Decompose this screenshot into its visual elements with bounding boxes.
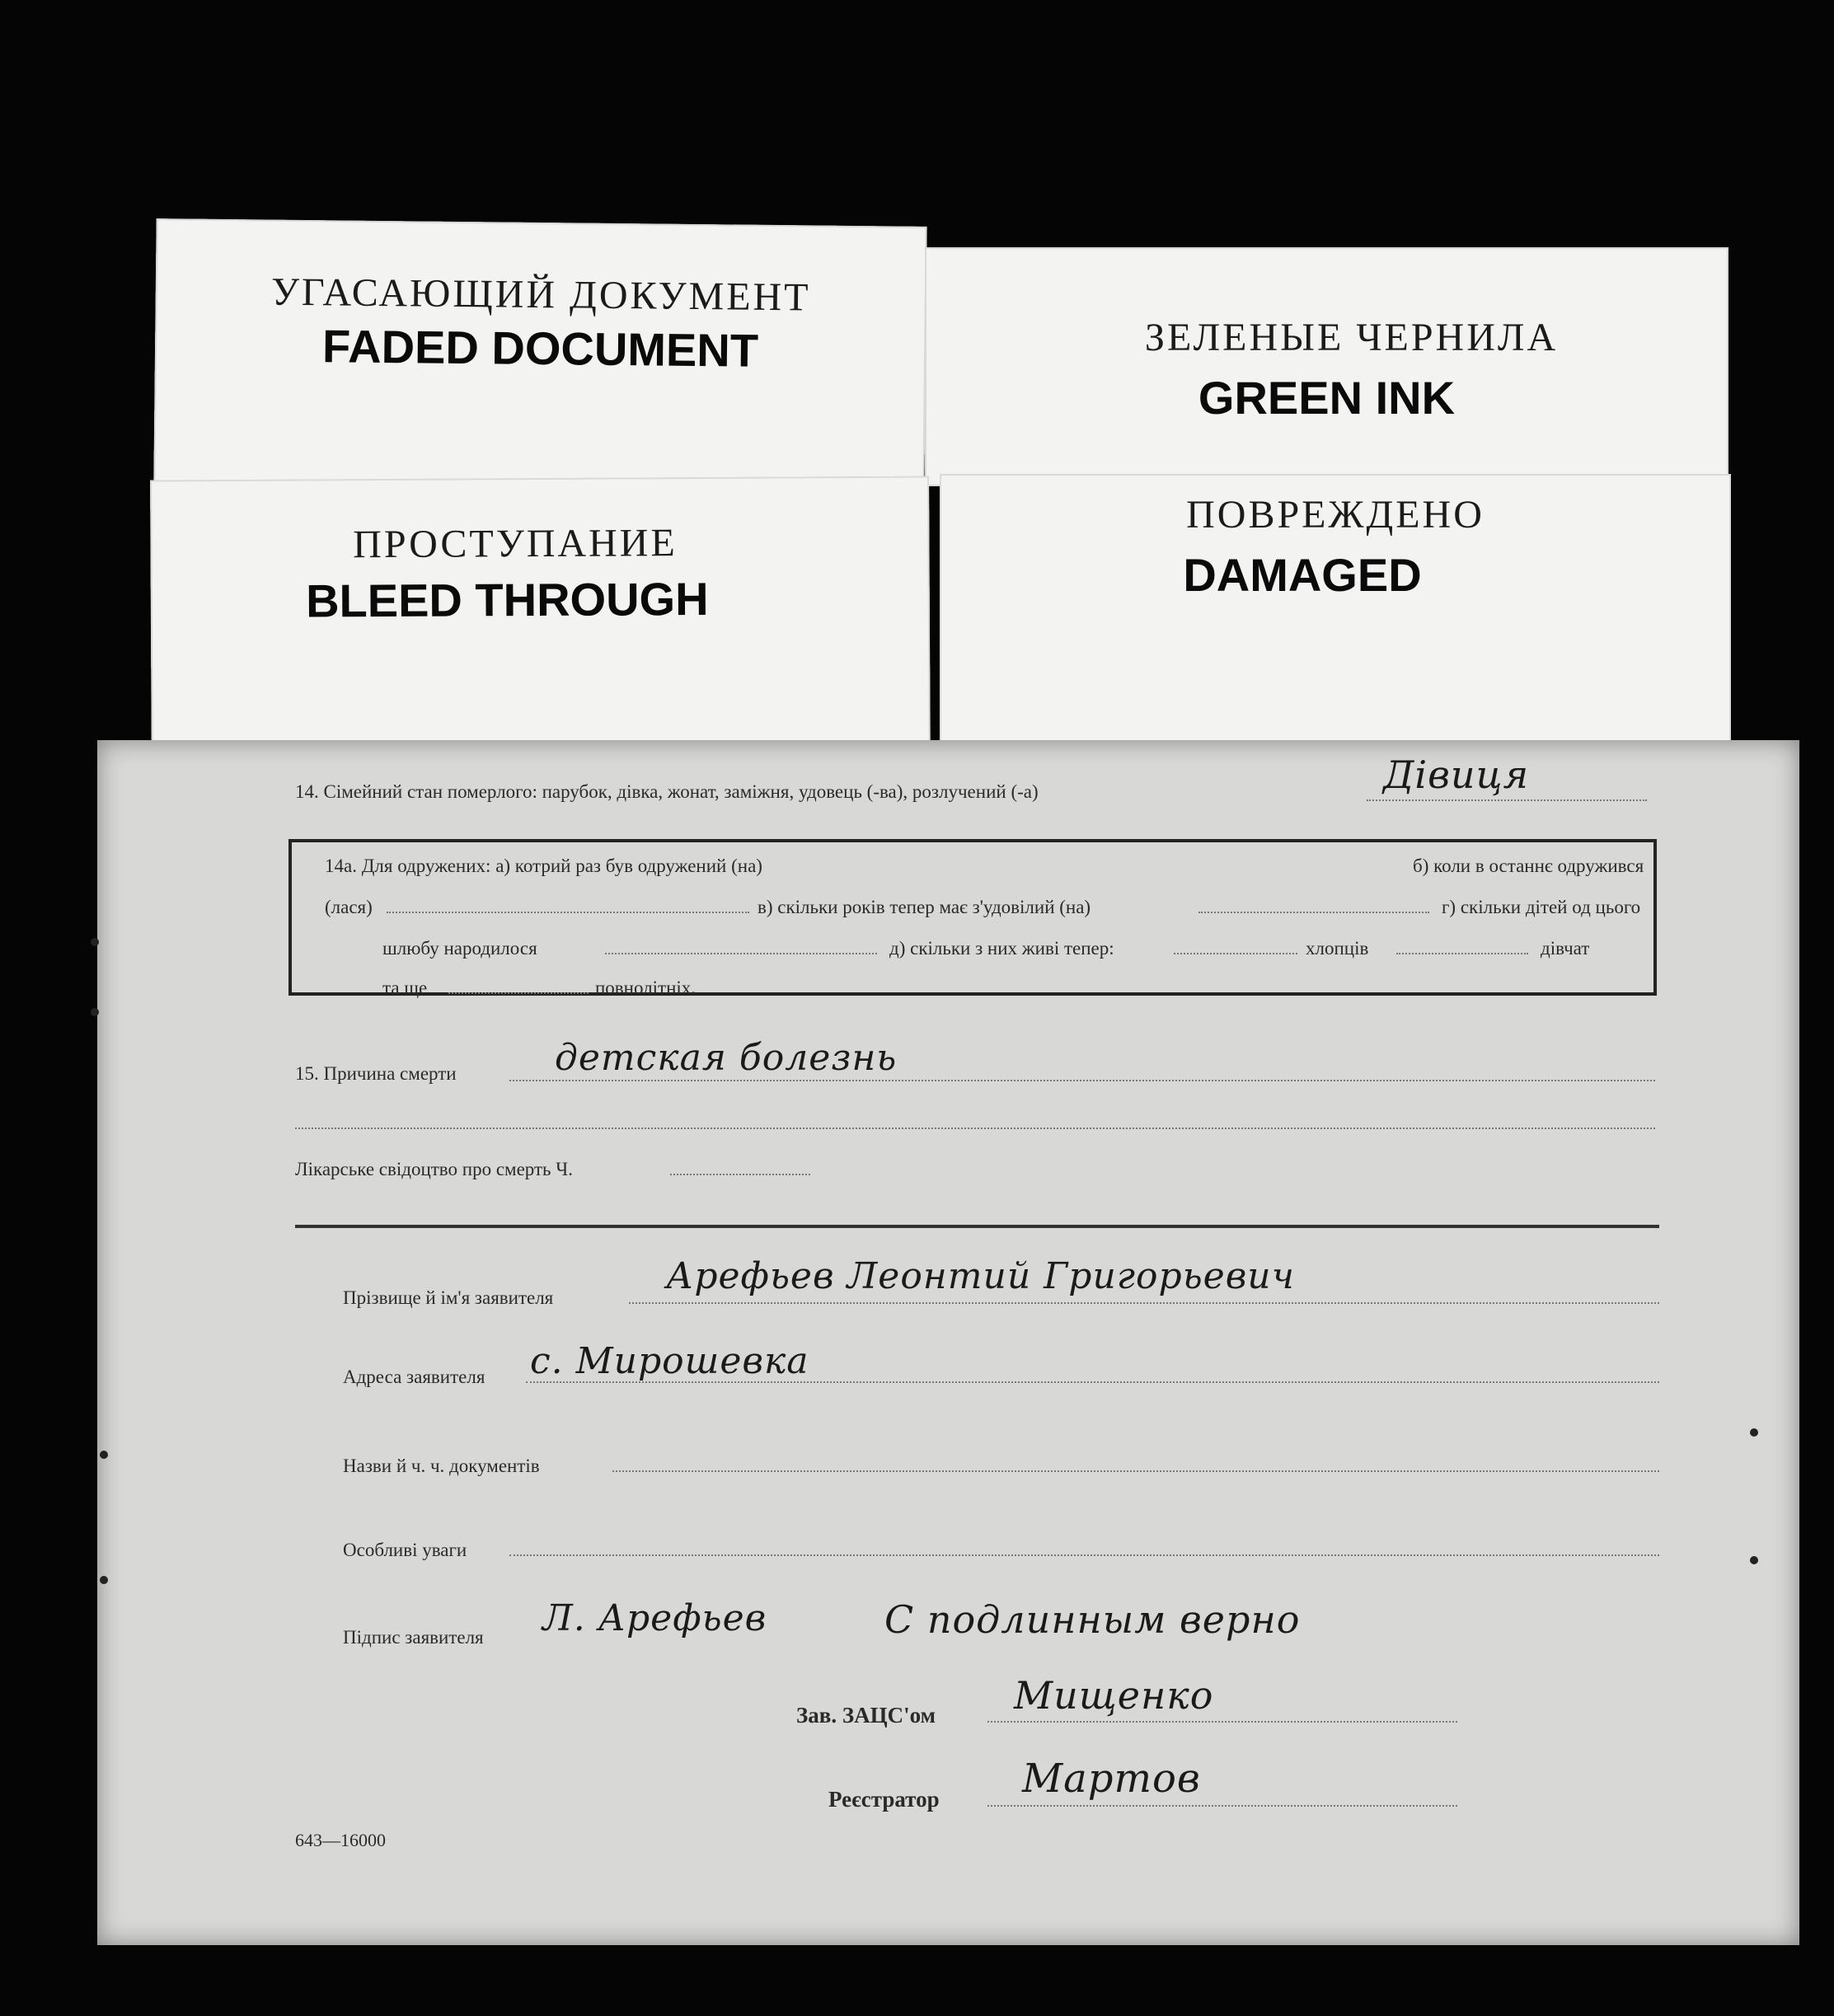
q14a-line4-a: та ще — [382, 978, 428, 998]
print-code: 643—16000 — [295, 1830, 386, 1850]
binding-hole — [91, 938, 99, 946]
applicant-signature: Л. Арефьев — [542, 1597, 767, 1639]
q15-answer: детская болезнь — [555, 1037, 898, 1079]
documents-line — [612, 1470, 1659, 1472]
applicant-name-value: Арефьев Леонтий Григорьевич — [666, 1255, 1296, 1297]
applicant-signature-label: Підпис заявителя — [343, 1627, 484, 1648]
damaged-en: DAMAGED — [1183, 549, 1422, 601]
registrar-label: Реєстратор — [828, 1787, 940, 1812]
applicant-address-label: Адреса заявителя — [343, 1367, 485, 1387]
notes-label: Особливі уваги — [343, 1540, 467, 1560]
registrar-signature: Мартов — [1022, 1756, 1201, 1802]
green-ink-ru: ЗЕЛЕНЫЕ ЧЕРНИЛА — [1144, 316, 1559, 359]
q15-extra-line — [295, 1128, 1655, 1129]
bleed-through-ru: ПРОСТУПАНИЕ — [353, 521, 678, 567]
death-record-form — [97, 740, 1799, 1945]
green-ink-card — [925, 247, 1728, 486]
binding-hole — [1750, 1428, 1758, 1437]
true-copy-note: С подлинным верно — [884, 1597, 1301, 1642]
q14a-line3-dots1 — [605, 953, 877, 954]
bleed-through-en: BLEED THROUGH — [305, 572, 709, 627]
q14a-line3-a: шлюбу народилося — [382, 938, 537, 959]
q14a-line2-dots2 — [1198, 912, 1429, 913]
binding-hole — [91, 1008, 99, 1016]
faded-document-ru: УГАСАЮЩИЙ ДОКУМЕНТ — [270, 270, 811, 320]
q14a-line4-b: повнолітніх. — [595, 978, 697, 998]
q14a-line3-c: хлопців — [1306, 938, 1369, 959]
notes-line — [509, 1554, 1659, 1556]
q14a-box — [288, 839, 1657, 996]
binding-hole — [1750, 1556, 1758, 1564]
q15-label: 15. Причина смерти — [295, 1063, 457, 1084]
q14-answer-line — [1367, 799, 1647, 801]
q14a-line2-dots1 — [387, 912, 749, 913]
applicant-name-line — [629, 1302, 1659, 1304]
binding-hole — [100, 1576, 108, 1584]
q14-answer: Дівиця — [1383, 752, 1530, 797]
zags-head-signature: Мищенко — [1014, 1673, 1214, 1718]
documents-label: Назви й ч. ч. документів — [343, 1456, 540, 1476]
q14a-line4-dots — [448, 992, 589, 994]
q14a-line2-b: в) скільки років тепер має з'удовілий (на) — [758, 897, 1091, 917]
q14-label: 14. Сімейний стан померлого: парубок, дівка, жонат, заміжня, удовець (-ва), розлучений (-а) — [295, 781, 1039, 802]
zags-head-line — [987, 1721, 1457, 1723]
q14a-line3-dots3 — [1396, 953, 1528, 954]
applicant-name-label: Прізвище й ім'я заявителя — [343, 1287, 554, 1308]
damaged-card — [940, 474, 1731, 746]
faded-document-en: FADED DOCUMENT — [321, 320, 759, 377]
q15-answer-line — [509, 1080, 1655, 1081]
q14a-line2-c: г) скільки дітей од цього — [1442, 897, 1641, 917]
applicant-address-value: с. Мирошевка — [530, 1340, 809, 1382]
faded-document-card — [153, 218, 926, 490]
green-ink-en: GREEN INK — [1198, 372, 1456, 424]
registrar-line — [987, 1805, 1457, 1807]
q14a-line1-a: 14а. Для одружених: а) котрий раз був одружений (на) — [325, 856, 762, 876]
q14a-line3-b: д) скільки з них живі тепер: — [889, 938, 1114, 959]
q14a-line3-dots2 — [1174, 953, 1297, 954]
q14a-line2-a: (лася) — [325, 897, 373, 917]
death-certificate-label: Лікарське свідоцтво про смерть Ч. — [295, 1159, 573, 1179]
applicant-address-line — [526, 1381, 1659, 1383]
death-certificate-line — [670, 1174, 810, 1175]
zags-head-label: Зав. ЗАЦС'ом — [796, 1703, 936, 1728]
q14a-line1-b: б) коли в останнє одружився — [1413, 856, 1644, 876]
section-divider — [295, 1225, 1659, 1228]
binding-hole — [100, 1451, 108, 1459]
q14a-line3-d: дівчат — [1541, 938, 1590, 959]
bleed-through-card — [150, 476, 931, 777]
damaged-ru: ПОВРЕЖДЕНО — [1186, 493, 1485, 537]
